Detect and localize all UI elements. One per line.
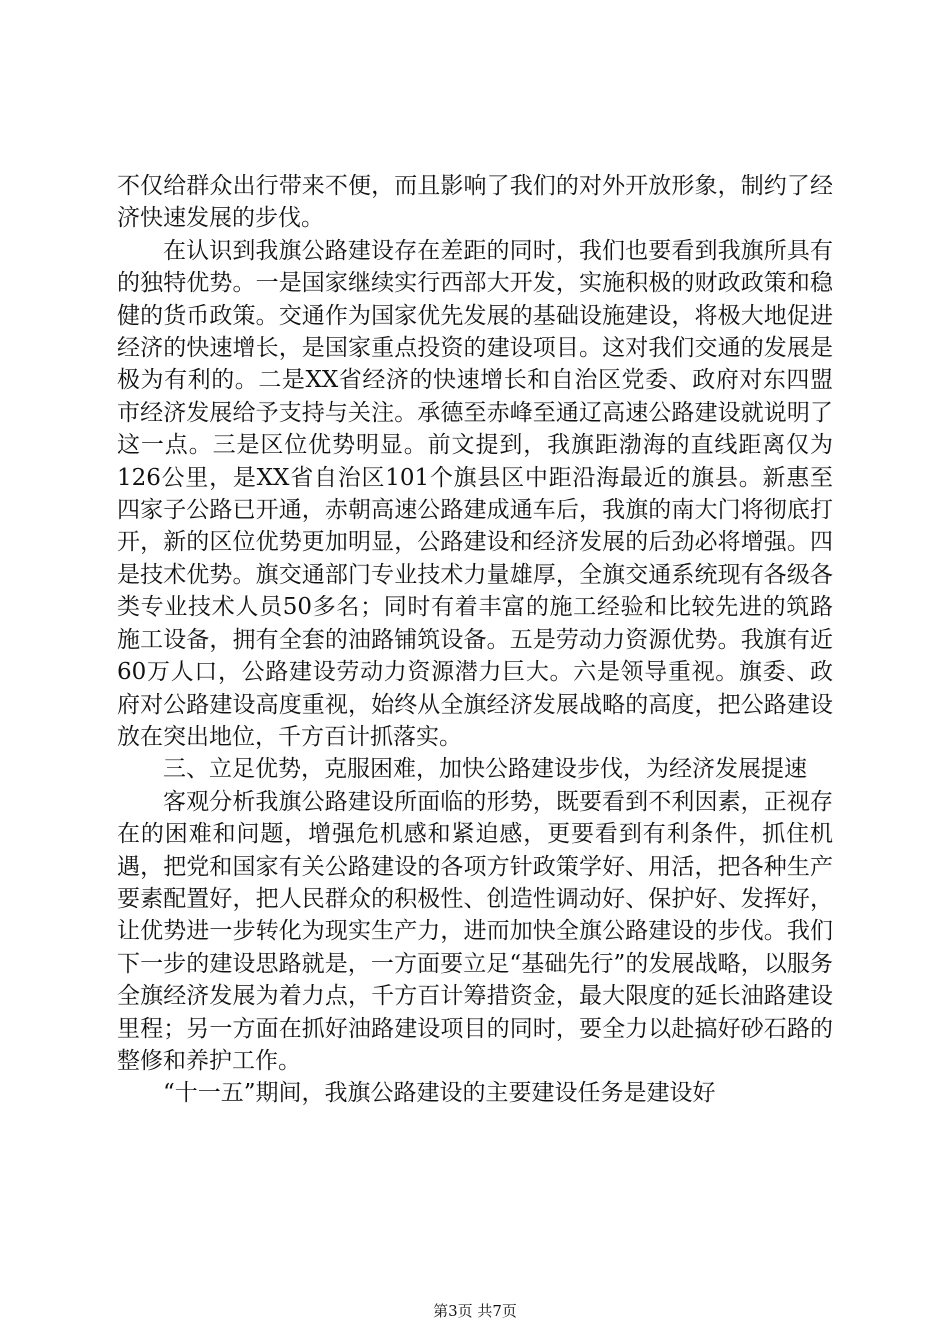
section-heading: 三、立足优势，克服困难，加快公路建设步伐，为经济发展提速 (163, 756, 807, 783)
document-body (117, 170, 833, 1110)
paragraph-tasks: “十一五”期间，我旗公路建设的主要建设任务是建设好 (163, 1080, 716, 1107)
paragraph-advantages: 在认识到我旗公路建设存在差距的同时，我们也要看到我旗所具有的独特优势。一是国家继续实行西部大开发，实施积极的财政政策和稳健的货币政策。交通作为国家优先发展的基础设施建设，将极大地促进经济的快速增长，是国家重点投资的建设项目。这对我们交通的发展是极为有利的。二是XX省经济的快速增长和自治区党委、政府对东四盟市经济发展给予支持与关注。承德至赤峰至通辽高速公路建设就说明了这一点。三是区位优势明显。前文提到，我旗距渤海的直线距离仅为126公里，是XX省自治区101个旗县区中距沿海最近的旗县。新惠至四家子公路已开通，赤朝高速公路建成通车后，我旗的南大门将彻底打开，新的区位优势更加明显，公路建设和经济发展的后劲必将增强。四是技术优势。旗交通部门专业技术力量雄厚，全旗交通系统现有各级各类专业技术人员50多名；同时有着丰富的施工经验和比较先进的筑路施工设备，拥有全套的油路铺筑设备。五是劳动力资源优势。我旗有近60万人口，公路建设劳动力资源潜力巨大。六是领导重视。旗委、政府对公路建设高度重视，始终从全旗经济发展战略的高度，把公路建设放在突出地位，千方百计抓落实。 (117, 237, 833, 750)
paragraph-continuation: 不仅给群众出行带来不便，而且影响了我们的对外开放形象，制约了经济快速发展的步伐。 (117, 173, 833, 232)
paragraph-analysis: 客观分析我旗公路建设所面临的形势，既要看到不利因素，正视存在的困难和问题，增强危机感和紧迫感，更要看到有利条件，抓住机遇，把党和国家有关公路建设的各项方针政策学好、用活，把各种生产要素配置好，把人民群众的积极性、创造性调动好、保护好、发挥好，让优势进一步转化为现实生产力，进而加快全旗公路建设的步伐。我们下一步的建设思路就是，一方面要立足“基础先行”的发展战略，以服务全旗经济发展为着力点，千方百计筹措资金，最大限度的延长油路建设里程；另一方面在抓好油路建设项目的同时，要全力以赴搞好砂石路的整修和养护工作。 (117, 788, 833, 1074)
page-footer: 第3页 共7页 (433, 1302, 517, 1320)
